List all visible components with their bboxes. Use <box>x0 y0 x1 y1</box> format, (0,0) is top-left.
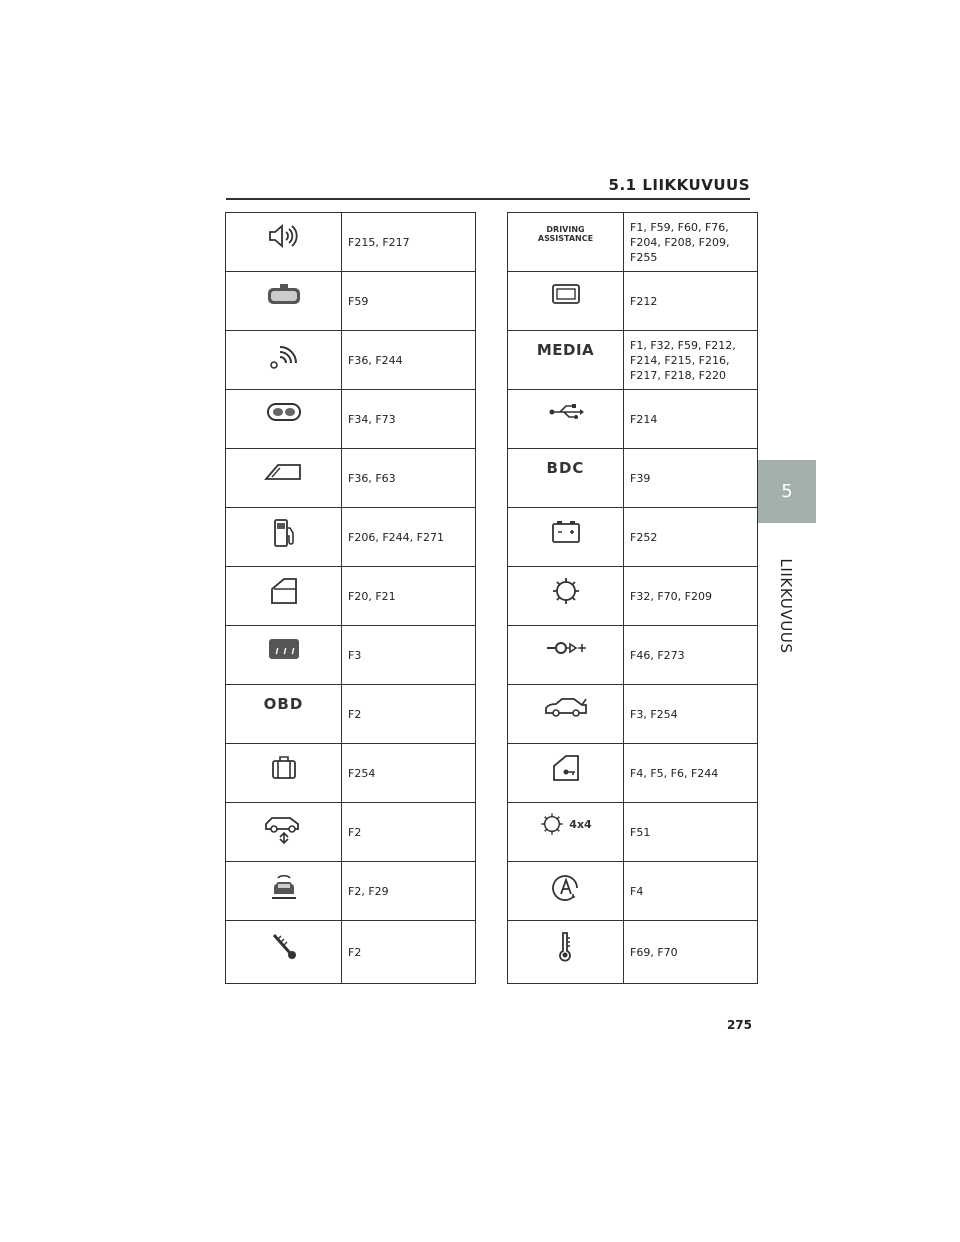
cigarette-lighter-icon <box>266 929 302 963</box>
table-row <box>508 803 758 862</box>
four-wheel-drive-label: 4x4 <box>569 817 592 831</box>
four-wheel-drive-icon <box>539 811 591 837</box>
fuse-refs: F254 <box>342 744 476 803</box>
fuse-refs: F46, F273 <box>624 626 758 685</box>
obd-text-icon: OBD <box>263 695 304 713</box>
table-row <box>508 921 758 984</box>
page-number: 275 <box>726 1018 752 1032</box>
bdc-text-icon: BDC <box>546 459 585 477</box>
fuse-refs: F3 <box>342 626 476 685</box>
fuse-refs: F39 <box>624 449 758 508</box>
gear-cog-icon <box>550 575 582 607</box>
table-row <box>226 390 476 449</box>
fuse-table-right <box>507 212 758 984</box>
fuse-refs: F215, F217 <box>342 213 476 272</box>
media-text-icon: MEDIA <box>536 341 595 359</box>
table-row <box>226 744 476 803</box>
car-hatch-icon <box>542 693 590 721</box>
table-row <box>226 862 476 921</box>
chapter-number: 5 <box>781 481 793 502</box>
fuse-refs: F1, F59, F60, F76, F204, F208, F209, F255 <box>624 213 758 272</box>
fuse-refs: F2 <box>342 685 476 744</box>
table-row <box>226 449 476 508</box>
windshield-washer-icon <box>266 870 302 904</box>
table-row <box>226 213 476 272</box>
fuse-refs: F34, F73 <box>342 390 476 449</box>
table-row <box>508 744 758 803</box>
table-row <box>226 331 476 390</box>
car-door-icon <box>266 575 302 607</box>
fuse-refs: F2 <box>342 803 476 862</box>
fuse-table-left <box>225 212 476 984</box>
fuse-refs: F2 <box>342 921 476 984</box>
table-row <box>508 449 758 508</box>
door-lock-icon <box>548 752 584 784</box>
table-row <box>226 626 476 685</box>
table-row <box>508 508 758 567</box>
fuse-refs: F206, F244, F271 <box>342 508 476 567</box>
fuse-refs: F59 <box>342 272 476 331</box>
fuse-refs: F36, F244 <box>342 331 476 390</box>
section-title: 5.1 LIIKKUVUUS <box>608 176 750 194</box>
table-row <box>508 213 758 272</box>
fuse-refs: F214 <box>624 390 758 449</box>
fuse-refs: F32, F70, F209 <box>624 567 758 626</box>
battery-icon <box>548 516 584 546</box>
header-divider <box>226 198 750 200</box>
rearview-mirror-icon <box>264 280 304 310</box>
auto-start-stop-icon <box>549 870 583 904</box>
fuse-refs: F1, F32, F59, F212, F214, F215, F216, F217, F218, F220 <box>624 331 758 390</box>
fuse-refs: F2, F29 <box>342 862 476 921</box>
fuse-refs: F3, F254 <box>624 685 758 744</box>
table-row <box>508 331 758 390</box>
usb-icon <box>546 398 586 426</box>
fuse-refs: F36, F63 <box>342 449 476 508</box>
table-row <box>226 803 476 862</box>
table-row <box>226 921 476 984</box>
table-row <box>226 508 476 567</box>
table-row <box>508 272 758 331</box>
table-row <box>226 272 476 331</box>
display-screen-icon <box>548 280 584 308</box>
table-row <box>508 567 758 626</box>
fuse-refs: F4 <box>624 862 758 921</box>
fuse-refs: F252 <box>624 508 758 567</box>
vehicle-lift-icon <box>262 811 306 845</box>
table-row <box>226 567 476 626</box>
luggage-icon <box>268 752 300 782</box>
table-row <box>508 390 758 449</box>
table-row <box>508 862 758 921</box>
driving-assistance-text-icon: DRIVING ASSISTANCE <box>537 225 594 243</box>
thermometer-icon <box>554 929 578 963</box>
table-row <box>508 685 758 744</box>
fuse-refs: F4, F5, F6, F244 <box>624 744 758 803</box>
table-row <box>226 685 476 744</box>
chapter-tab <box>758 460 816 523</box>
table-row <box>508 626 758 685</box>
fuse-refs: F51 <box>624 803 758 862</box>
fuse-refs: F20, F21 <box>342 567 476 626</box>
rear-window-defrost-icon <box>264 634 304 664</box>
roof-sunroof-icon <box>262 457 306 485</box>
trailer-hitch-icon <box>544 634 588 662</box>
fuel-pump-icon <box>268 516 300 550</box>
chapter-label: LIIKKUVUUS <box>777 558 795 654</box>
speaker-sound-icon <box>264 221 304 251</box>
fuse-refs: F69, F70 <box>624 921 758 984</box>
interior-lights-icon <box>264 398 304 426</box>
fuse-refs: F212 <box>624 272 758 331</box>
wireless-signal-icon <box>264 339 304 371</box>
